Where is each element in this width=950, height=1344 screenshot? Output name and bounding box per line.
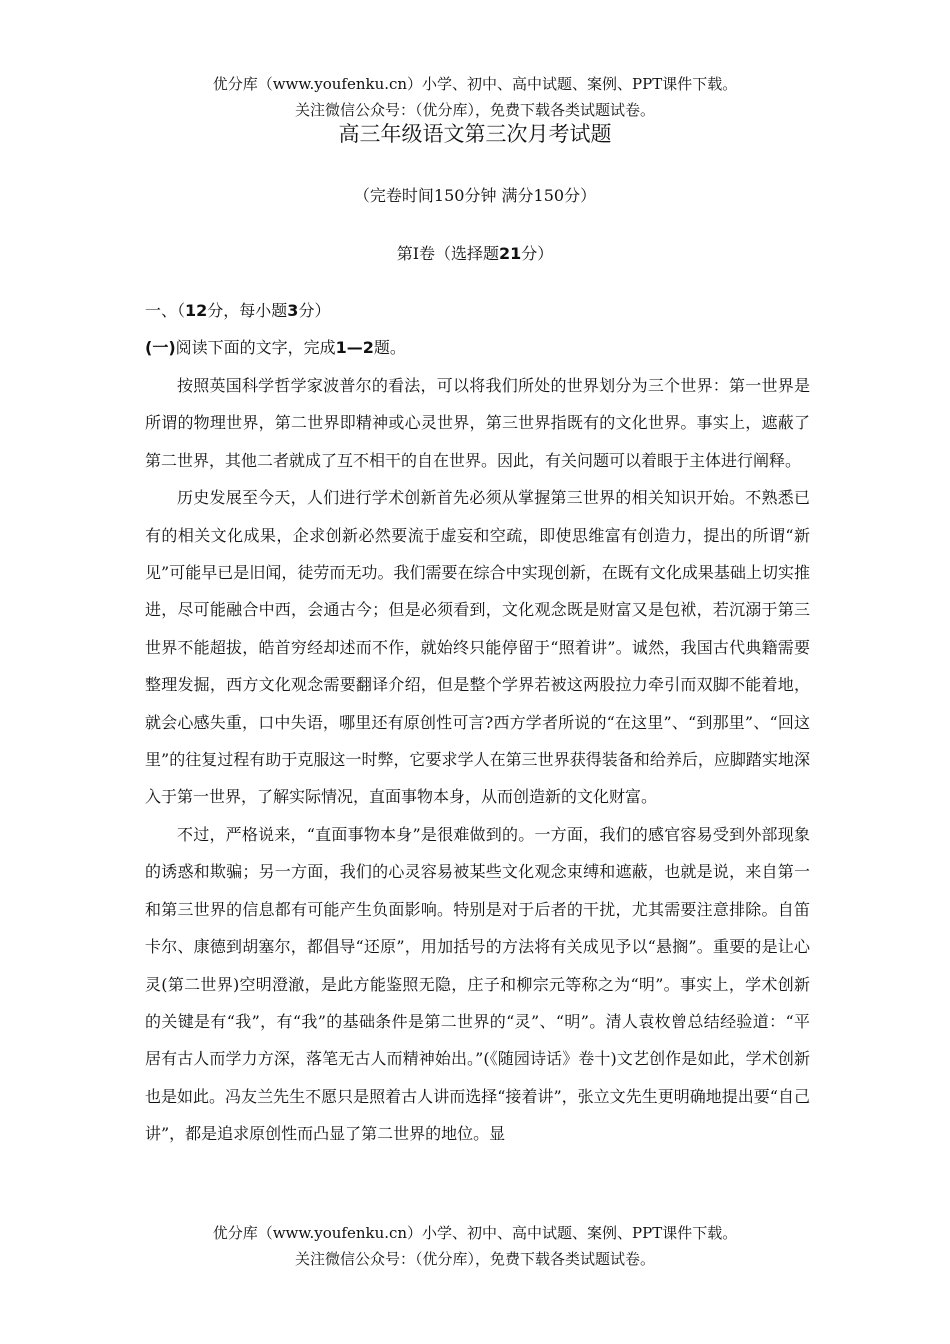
reading-passage: [145, 367, 810, 1153]
section-prefix: 一、（: [145, 301, 186, 320]
volume-heading: [0, 243, 950, 265]
subsection-text-end: 题。: [373, 338, 406, 357]
section-mid: 分，每小题: [207, 301, 288, 320]
question-range: 1—2: [335, 338, 374, 357]
subsection-text: 阅读下面的文字，完成: [175, 338, 336, 357]
passage-paragraph-2: 历史发展至今天，人们进行学术创新首先必须从掌握第三世界的相关知识开始。不熟悉已有的相关文化成果，企求创新必然要流于虚妄和空疏，即使思维富有创造力，提出的所谓“新见”可能早已是旧闻，徒劳而无功。我们需要在综合中实现创新，在既有文化成果基础上切实推进，尽可能融合中西，会通古今；但是必须看到，文化观念既是财富又是包袱，若沉溺于第三世界不能超拔，皓首穷经却述而不作，就始终只能停留于“照着讲”。诚然，我国古代典籍需要整理发掘，西方文化观念需要翻译介绍，但是整个学界若被这两股拉力牵引而双脚不能着地，就会心感失重，口中失语，哪里还有原创性可言?西方学者所说的“在这里”、“到那里”、“回这里”的往复过程有助于克服这一时弊，它要求学人在第三世界获得装备和给养后，应脚踏实地深入于第一世界，了解实际情况，直面事物本身，从而创造新的文化财富。: [145, 488, 810, 807]
volume-score: 21: [499, 244, 522, 263]
volume-suffix: 分）: [521, 244, 554, 263]
section-score: 12: [185, 301, 208, 320]
footer-ad-line-2: 关注微信公众号：（优分库），免费下载各类试题试卷。: [294, 1250, 655, 1268]
subsection-heading: [145, 337, 406, 359]
section-heading: [145, 300, 330, 322]
passage-paragraph-3: 不过，严格说来，“直面事物本身”是很难做到的。一方面，我们的感官容易受到外部现象的诱惑和欺骗；另一方面，我们的心灵容易被某些文化观念束缚和遮蔽，也就是说，来自第一和第三世界的信息都有可能产生负面影响。特别是对于后者的干扰，尤其需要注意排除。自笛卡尔、康德到胡塞尔，都倡导“还原”，用加括号的方法将有关成见予以“悬搁”。重要的是让心灵(第二世界)空明澄澈，是此方能鉴照无隐，庄子和柳宗元等称之为“明”。事实上，学术创新的关键是有“我”，有“我”的基础条件是第二世界的“灵”、“明”。清人袁枚曾总结经验道：“平居有古人而学力方深，落笔无古人而精神始出。”(《随园诗话》卷十)文艺创作是如此，学术创新也是如此。冯友兰先生不愿只是照着古人讲而选择“接着讲”，张立文先生更明确地提出要“自己讲”，都是追求原创性而凸显了第二世界的地位。显: [145, 824, 810, 1144]
passage-paragraph-1: 按照英国科学哲学家波普尔的看法，可以将我们所处的世界划分为三个世界：第一世界是所谓的物理世界，第二世界即精神或心灵世界，第三世界指既有的文化世界。事实上，遮蔽了第二世界，其他二者就成了互不相干的自在世界。因此，有关问题可以着眼于主体进行阐释。: [145, 376, 810, 470]
header-ad-line-2: 关注微信公众号：（优分库），免费下载各类试题试卷。: [294, 101, 655, 119]
section-each-score: 3: [287, 301, 299, 320]
exam-time-info: （完卷时间150分钟 满分150分）: [353, 186, 597, 205]
header-ad-line-1: 优分库（www.youfenku.cn）小学、初中、高中试题、案例、PPT课件下载。: [212, 75, 738, 93]
section-suffix: 分）: [298, 301, 331, 320]
footer-ad-line-1: 优分库（www.youfenku.cn）小学、初中、高中试题、案例、PPT课件下载。: [212, 1224, 738, 1242]
volume-prefix: 第Ⅰ卷（选择题: [396, 244, 500, 263]
subsection-number: (一): [145, 338, 176, 357]
exam-title: 高三年级语文第三次月考试题: [338, 122, 612, 146]
